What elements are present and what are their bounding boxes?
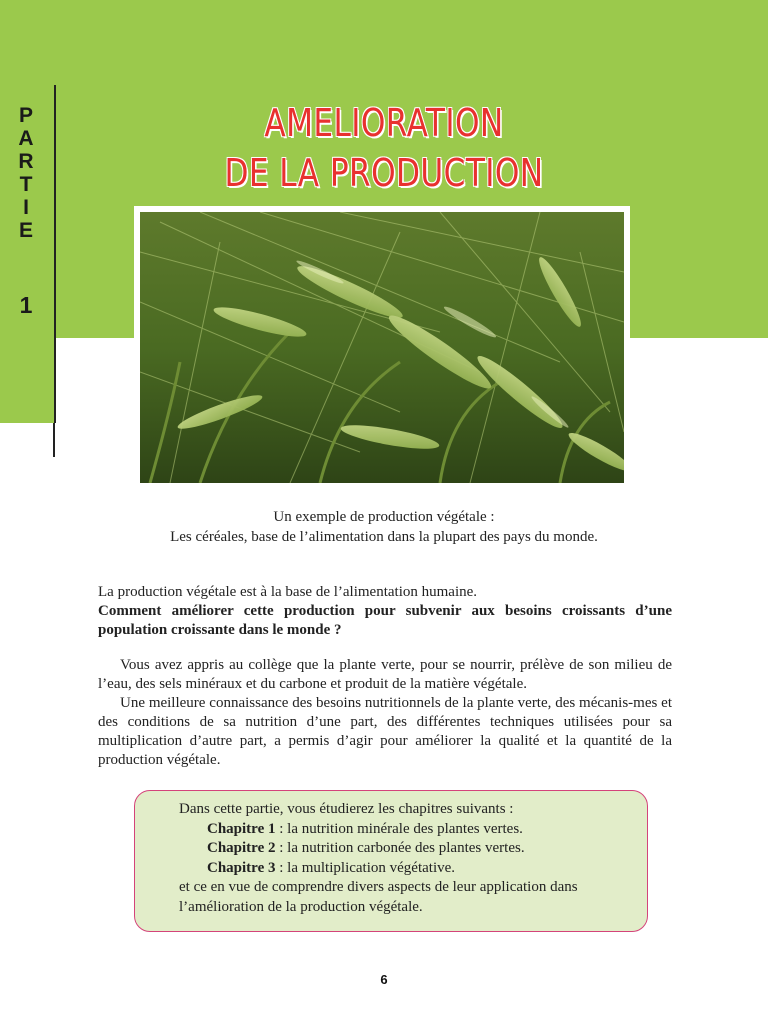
guiding-question: Comment améliorer cette production pour subvenir aux besoins croissants d’une population croissante dans le monde ? — [98, 603, 672, 638]
page-number: 6 — [380, 972, 388, 987]
partie-letter: E — [18, 219, 33, 242]
chapter-label: Chapitre 2 — [207, 840, 276, 856]
paragraph-1: Vous avez appris au collège que la plante verte, pour se nourrir, prélève de son milieu de l’eau, des sels minéraux et du carbone et produit de la matière végétale. — [98, 657, 672, 692]
chapter-item — [179, 859, 639, 879]
chapter-text: : la multiplication végétative. — [275, 859, 456, 876]
partie-label — [0, 104, 52, 242]
wheat-field-photo — [140, 212, 624, 483]
chapters-intro: Dans cette partie, vous étudierez les chapitres suivants : — [179, 801, 514, 817]
caption-line-2: Les céréales, base de l’alimentation dans la plupart des pays du monde. — [170, 529, 598, 545]
chapters-outro: et ce en vue de comprendre divers aspects de leur application dans l’amélioration de la production végétale. — [179, 879, 578, 915]
partie-letter: T — [19, 173, 33, 196]
chapter-item — [179, 839, 639, 859]
title-line-2: DE LA PRODUCTION — [224, 151, 544, 195]
partie-letter: R — [18, 150, 34, 173]
partie-letter: A — [18, 127, 34, 150]
intro-sentence: La production végétale est à la base de l’alimentation humaine. — [98, 584, 478, 600]
partie-letter: I — [23, 196, 29, 219]
paragraph-2: Une meilleure connaissance des besoins nutritionnels de la plante verte, des mécanis-mes et des conditions de sa nutrition d’une part, des différentes techniques utilisées pour sa multiplication d’autre part, a permis d’agir pour améliorer la qualité et la quantité de la production végétale. — [98, 695, 672, 768]
wheat-illustration — [140, 212, 624, 483]
chapter-text: : la nutrition minérale des plantes vertes. — [275, 820, 523, 837]
partie-letter: P — [18, 104, 33, 127]
chapters-box — [134, 790, 648, 932]
chapter-text: : la nutrition carbonée des plantes vertes. — [275, 840, 525, 856]
chapter-label: Chapitre 3 — [207, 859, 276, 876]
chapter-label: Chapitre 1 — [207, 820, 276, 837]
photo-caption — [80, 507, 688, 547]
caption-line-1: Un exemple de production végétale : — [273, 509, 495, 525]
chapter-item — [179, 820, 639, 840]
title-line-1: AMELIORATION — [264, 101, 504, 145]
body-text — [98, 583, 672, 770]
partie-number: 1 — [19, 292, 33, 318]
